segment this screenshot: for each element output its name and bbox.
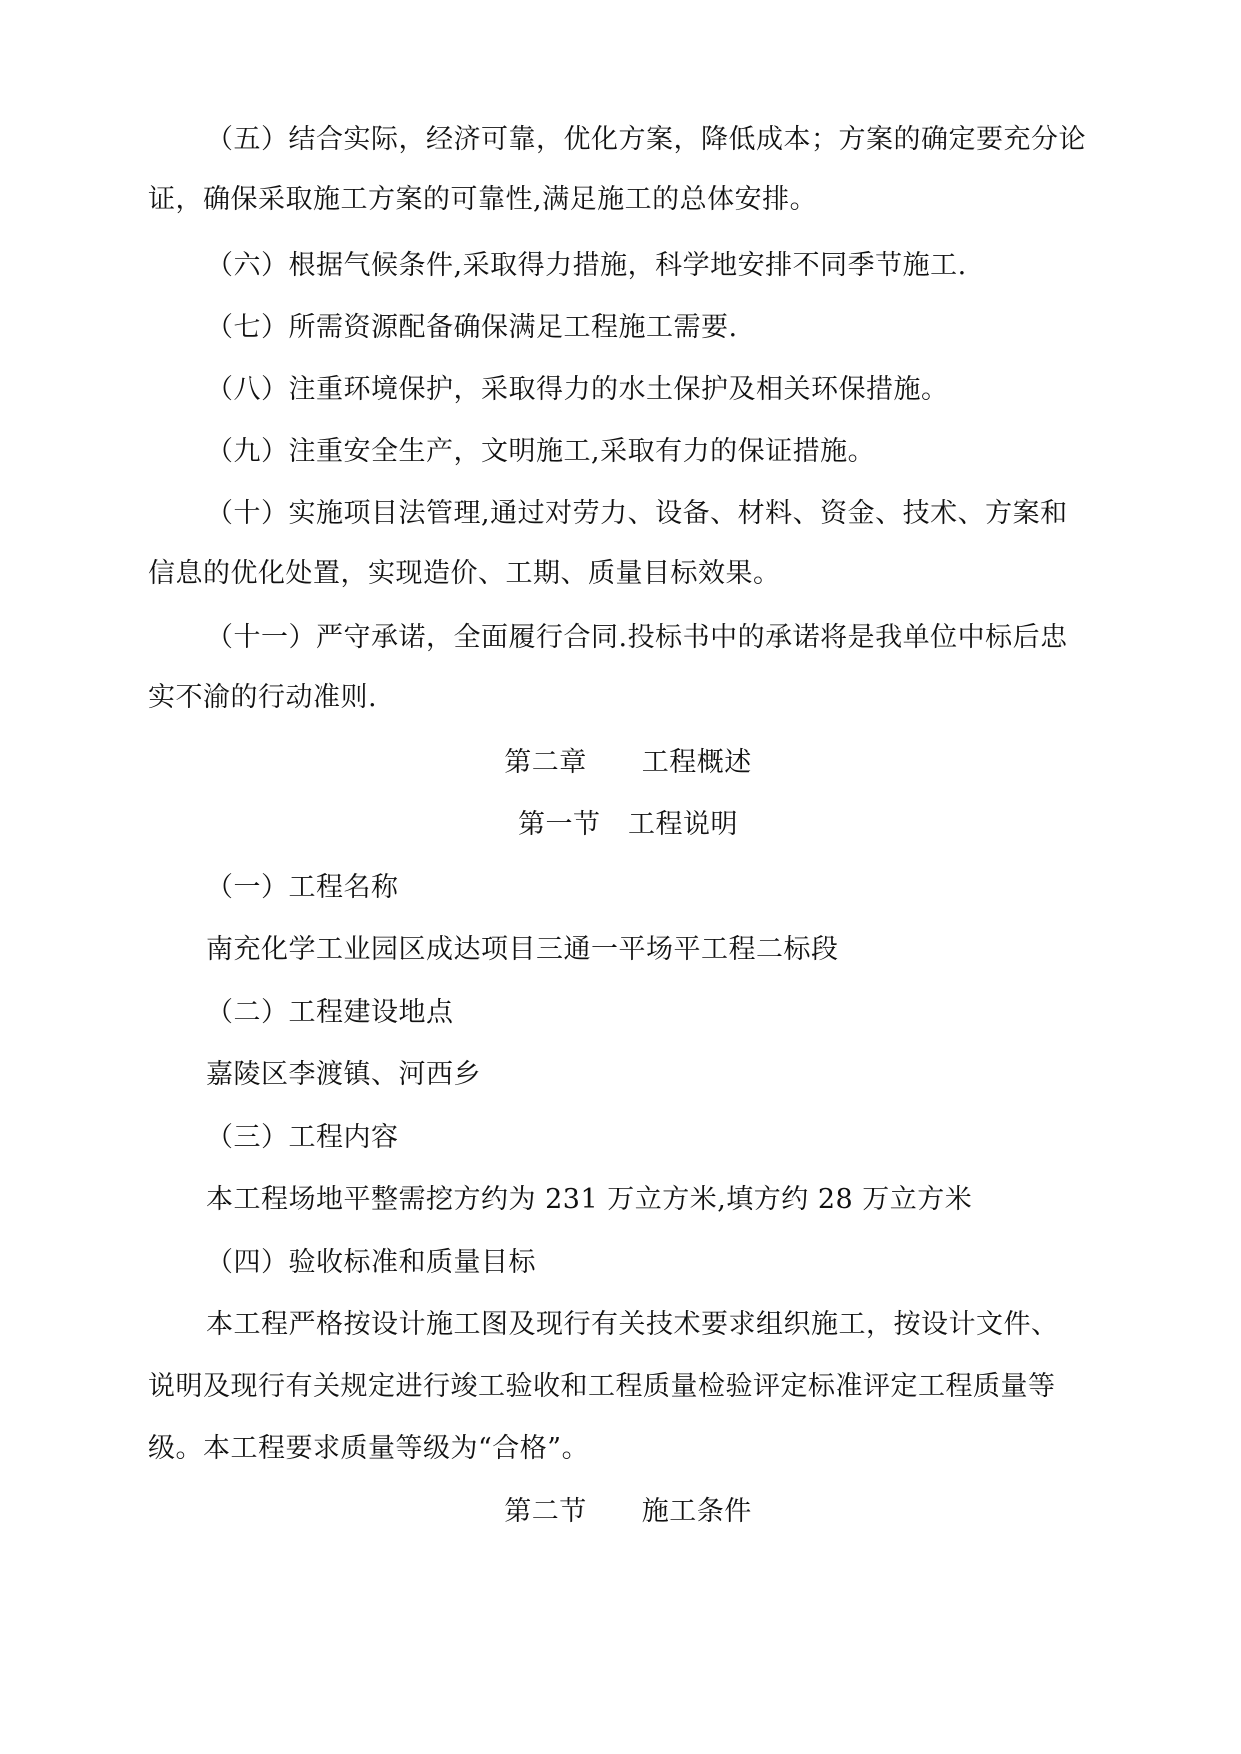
paragraph-8: （八）注重环境保护，采取得力的水土保护及相关环保措施。	[206, 374, 949, 405]
paragraph-5-line-2: 证，确保采取施工方案的可靠性,满足施工的总体安排。	[148, 184, 818, 215]
paragraph-10-line-1: （十）实施项目法管理,通过对劳力、设备、材料、资金、技术、方案和	[206, 498, 1068, 529]
item-4-line-2: 说明及现行有关规定进行竣工验收和工程质量检验评定标准评定工程质量等	[148, 1371, 1056, 1402]
item-3-label: （三）工程内容	[206, 1122, 399, 1153]
paragraph-6: （六）根据气候条件,采取得力措施，科学地安排不同季节施工.	[206, 250, 967, 281]
paragraph-9: （九）注重安全生产，文明施工,采取有力的保证措施。	[206, 436, 876, 467]
section-2-title: 第二节 施工条件	[504, 1496, 752, 1527]
paragraph-5-line-1: （五）结合实际，经济可靠，优化方案，降低成本；方案的确定要充分论	[206, 124, 1086, 155]
item-4-line-3: 级。本工程要求质量等级为“合格”。	[148, 1433, 590, 1464]
paragraph-7: （七）所需资源配备确保满足工程施工需要.	[206, 312, 738, 343]
item-4-label: （四）验收标准和质量目标	[206, 1247, 536, 1278]
paragraph-11-line-2: 实不渝的行动准则.	[148, 682, 378, 713]
paragraph-11-line-1: （十一）严守承诺，全面履行合同.投标书中的承诺将是我单位中标后忠	[206, 622, 1068, 653]
chapter-title: 第二章 工程概述	[504, 747, 752, 778]
item-1-label: （一）工程名称	[206, 872, 399, 903]
item-3-value: 本工程场地平整需挖方约为 231 万立方米,填方约 28 万立方米	[206, 1184, 973, 1215]
item-4-line-1: 本工程严格按设计施工图及现行有关技术要求组织施工，按设计文件、	[206, 1309, 1059, 1340]
item-1-value: 南充化学工业园区成达项目三通一平场平工程二标段	[206, 934, 839, 965]
section-1-title: 第一节 工程说明	[518, 809, 738, 840]
paragraph-10-line-2: 信息的优化处置，实现造价、工期、质量目标效果。	[148, 558, 781, 589]
item-2-value: 嘉陵区李渡镇、河西乡	[206, 1059, 481, 1090]
item-2-label: （二）工程建设地点	[206, 997, 454, 1028]
